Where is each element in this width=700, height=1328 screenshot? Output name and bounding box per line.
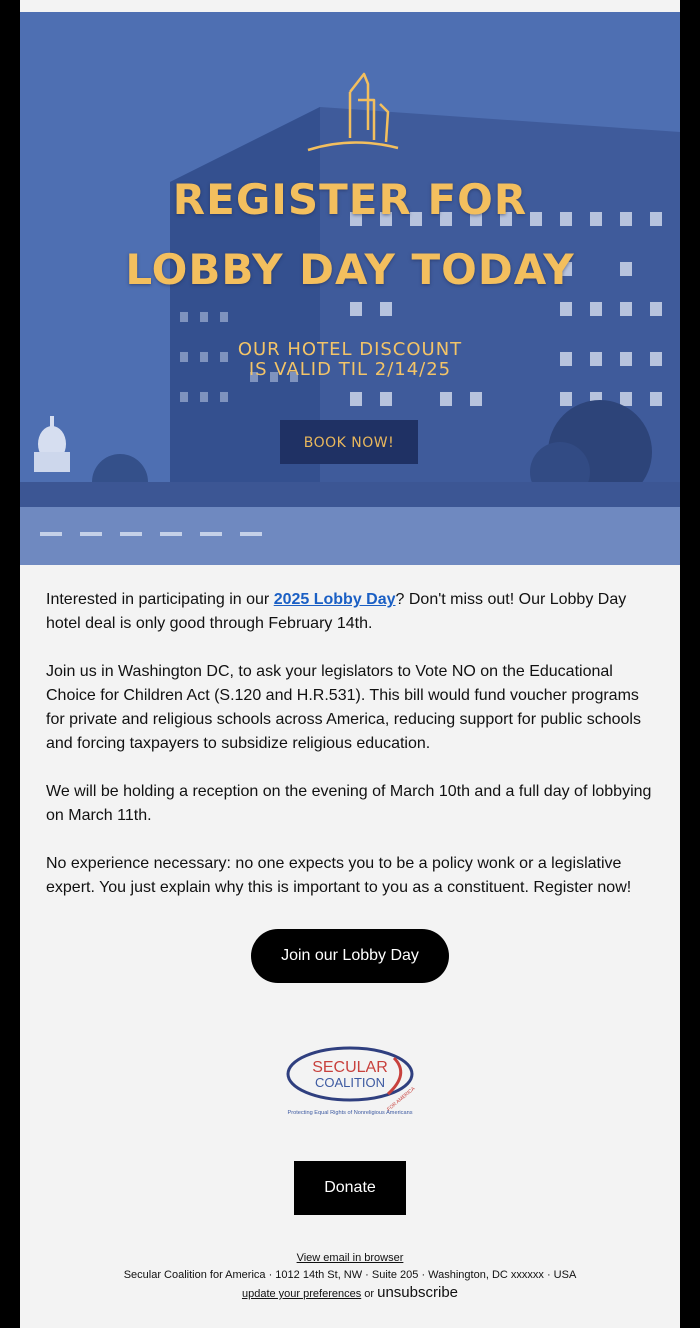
logo-for-america-text: FOR AMERICA bbox=[386, 1085, 416, 1113]
lobby-day-link[interactable]: 2025 Lobby Day bbox=[273, 591, 396, 608]
logo-tagline: Protecting Equal Rights of Nonreligious Americans bbox=[287, 1110, 413, 1116]
update-preferences-link[interactable]: update your preferences bbox=[241, 1288, 362, 1300]
intro-paragraph bbox=[46, 588, 658, 636]
intro-text-end: ? Don't miss out! Our Lobby Day hotel deal is only good through February 14th. bbox=[46, 591, 627, 632]
footer-address: Secular Coalition for America · 1012 14th St, NW · Suite 205 · Washington, DC xxxxxx · USA bbox=[123, 1269, 577, 1281]
view-in-browser-row bbox=[20, 1251, 680, 1265]
top-spacer bbox=[20, 0, 680, 12]
email-body-copy bbox=[46, 588, 658, 924]
hero-banner bbox=[20, 12, 680, 565]
donate-button[interactable]: Donate bbox=[294, 1161, 406, 1215]
book-now-button[interactable]: BOOK NOW! bbox=[280, 420, 418, 464]
footer-or-text: or bbox=[361, 1288, 378, 1300]
no-experience-paragraph: No experience necessary: no one expects you to be a policy wonk or a legislative expert. You just explain why this is important to you as a constituent. Register now! bbox=[46, 855, 632, 896]
hero-title-line-2: LOBBY DAY TODAY bbox=[125, 245, 575, 294]
logo-secular-text: SECULAR bbox=[312, 1059, 388, 1076]
schedule-paragraph: We will be holding a reception on the evening of March 10th and a full day of lobbying on March 11th. bbox=[46, 783, 652, 824]
footer-links-row bbox=[20, 1286, 680, 1301]
email-container bbox=[20, 0, 680, 1328]
join-us-paragraph: Join us in Washington DC, to ask your legislators to Vote NO on the Educational Choice for Children Act (S.120 and H.R.531). This bill would fund voucher programs for private and religious schools across America, reducing support for public schools and forcing taxpayers to subsidize religious education. bbox=[46, 663, 641, 752]
unsubscribe-link[interactable]: unsubscribe bbox=[377, 1284, 459, 1301]
skyline-logo-icon bbox=[302, 70, 402, 154]
intro-text-start: Interested in participating in our bbox=[46, 591, 274, 608]
logo-coalition-text: COALITION bbox=[314, 1075, 386, 1090]
hero-subtitle-line-2: IS VALID TIL 2/14/25 bbox=[248, 359, 452, 380]
secular-coalition-logo[interactable] bbox=[284, 1044, 416, 1118]
hero-subtitle-line-1: OUR HOTEL DISCOUNT bbox=[237, 339, 463, 360]
view-in-browser-link[interactable]: View email in browser bbox=[296, 1252, 404, 1264]
join-lobby-day-button[interactable]: Join our Lobby Day bbox=[251, 929, 449, 983]
hero-title-line-1: REGISTER FOR bbox=[172, 175, 528, 224]
